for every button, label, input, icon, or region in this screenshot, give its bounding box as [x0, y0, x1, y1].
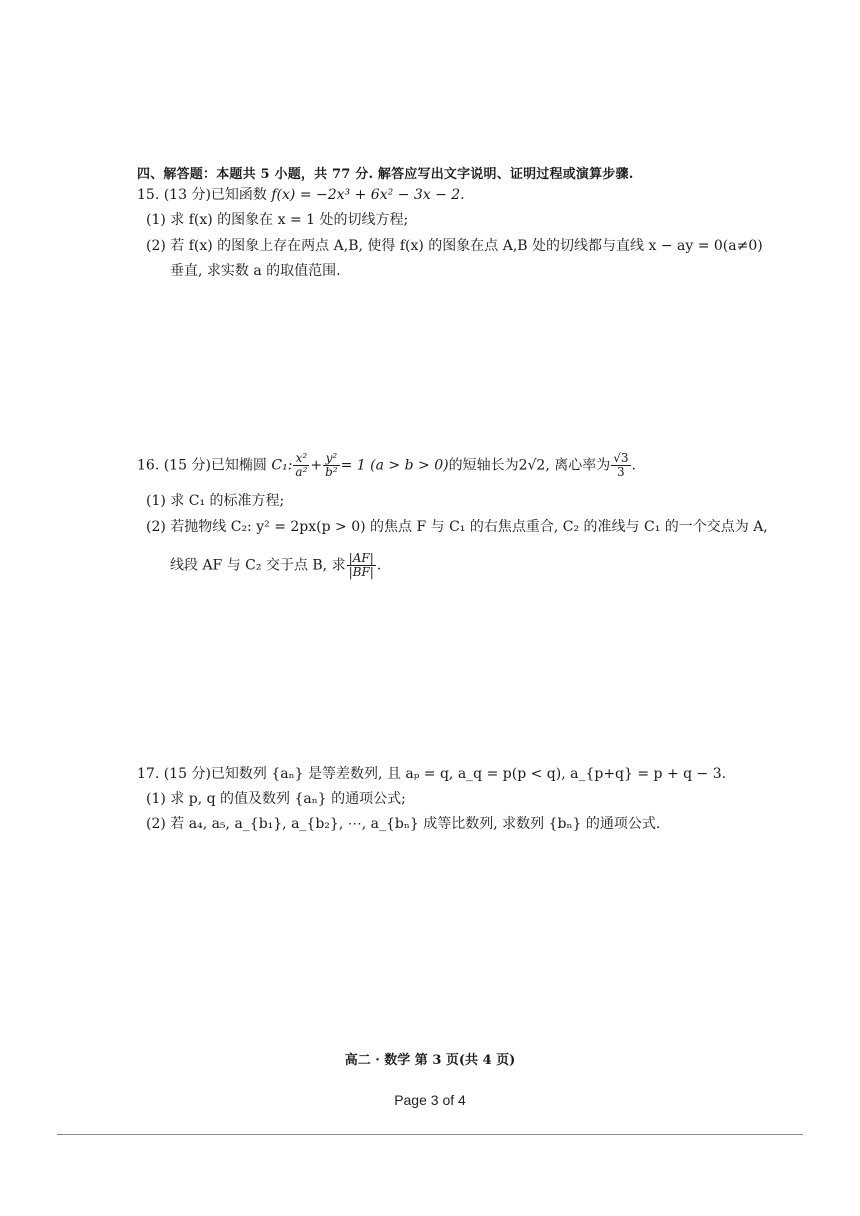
fraction-numerator: y²	[323, 452, 340, 466]
fraction-denominator: b²	[325, 465, 338, 479]
curve-name: C₁:	[271, 457, 293, 474]
page-footer-course: 高二 · 数学 第 3 页(共 4 页)	[344, 1053, 516, 1068]
question-stem-text: 的短轴长为	[448, 457, 519, 474]
question-16-part-2: (2) 若抛物线 C₂: y² = 2px(p > 0) 的焦点 F 与 C₁ 的右焦点重合, C₂ 的准线与 C₁ 的一个交点为 A,	[146, 519, 768, 535]
question-16-stem	[137, 452, 636, 479]
question-15-part-2: (2) 若 f(x) 的图象上存在两点 A,B, 使得 f(x) 的图象在点 A,B 处的切线都与直线 x − ay = 0(a≠0)	[146, 238, 763, 254]
question-stem-text: 已知椭圆	[210, 457, 267, 474]
question-stem-text: 已知函数	[210, 187, 267, 203]
question-number: 15.	[137, 187, 160, 203]
question-17-part-1: (1) 求 p, q 的值及数列 {aₙ} 的通项公式;	[146, 791, 406, 807]
fraction-y-over-b	[323, 452, 340, 479]
question-17-stem	[137, 765, 726, 783]
function-expression: f(x) = −2x³ + 6x² − 3x − 2.	[271, 187, 465, 203]
question-stem-end: .	[376, 557, 382, 574]
question-16-part-1: (1) 求 C₁ 的标准方程;	[146, 493, 285, 509]
page-divider	[57, 1134, 803, 1135]
question-score: (15 分)	[163, 457, 211, 474]
equation-condition: = 1 (a > b > 0)	[340, 457, 449, 474]
question-stem-text: , 离心率为	[545, 457, 611, 474]
question-17-part-2: (2) 若 a₄, a₅, a_{b₁}, a_{b₂}, ⋯, a_{bₙ} 成等比数列, 求数列 {bₙ} 的通项公式.	[146, 816, 661, 832]
eccentricity-fraction	[611, 452, 630, 479]
question-16-part-2-cont	[170, 552, 381, 579]
question-score: (15 分)	[163, 766, 211, 782]
question-score: (13 分)	[163, 187, 211, 203]
fraction-numerator: |AF|	[347, 552, 376, 566]
question-stem-end: .	[631, 457, 636, 474]
section-title: 四、解答题：本题共 5 小题，共 77 分. 解答应写出文字说明、证明过程或演算步骤.	[137, 167, 634, 182]
page-number-label: Page 3 of 4	[394, 1092, 466, 1108]
fraction-numerator: √3	[613, 451, 629, 465]
ratio-fraction	[347, 552, 376, 579]
question-15-part-2-cont: 垂直, 求实数 a 的取值范围.	[170, 263, 341, 279]
question-15-part-1: (1) 求 f(x) 的图象在 x = 1 处的切线方程;	[146, 212, 409, 228]
question-15-stem	[137, 186, 465, 204]
fraction-x-over-a	[293, 452, 309, 479]
question-stem-text: 线段 AF 与 C₂ 交于点 B, 求	[170, 557, 346, 574]
question-number: 16.	[137, 457, 160, 474]
plus-sign: +	[310, 457, 323, 474]
fraction-denominator: a²	[295, 465, 308, 479]
fraction-numerator: x²	[293, 452, 309, 466]
fraction-denominator: 3	[617, 465, 625, 479]
fraction-denominator: |BF|	[348, 565, 374, 579]
minor-axis-length: 2√2	[518, 457, 546, 474]
question-number: 17.	[137, 766, 160, 782]
question-stem-text: 已知数列 {aₙ} 是等差数列, 且 aₚ = q, a_q = p(p < q), a_{p+q} = p + q − 3.	[210, 766, 727, 782]
